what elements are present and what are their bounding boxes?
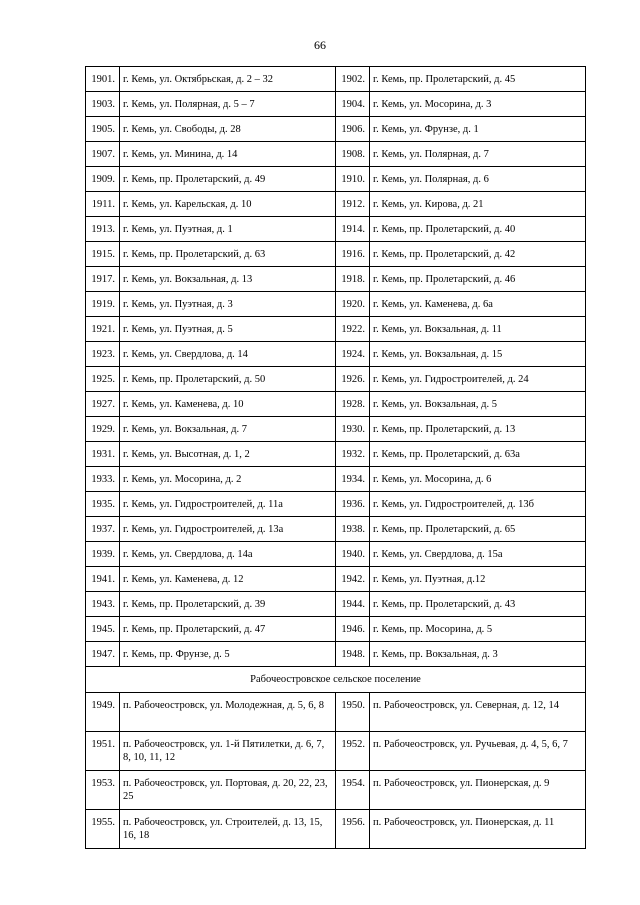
- entry-number: 1904.: [336, 92, 370, 117]
- entry-number: 1927.: [86, 392, 120, 417]
- entry-number: 1911.: [86, 192, 120, 217]
- table-row: [86, 442, 586, 467]
- table-row: [86, 642, 586, 667]
- entry-number: 1929.: [86, 417, 120, 442]
- entry-number: 1951.: [86, 732, 120, 771]
- entry-address: г. Кемь, пр. Пролетарский, д. 45: [370, 67, 586, 92]
- table-row: [86, 517, 586, 542]
- entry-address: г. Кемь, ул. Свободы, д. 28: [120, 117, 336, 142]
- entry-number: 1923.: [86, 342, 120, 367]
- table-row: [86, 92, 586, 117]
- entry-number: 1901.: [86, 67, 120, 92]
- entry-address: г. Кемь, ул. Свердлова, д. 14а: [120, 542, 336, 567]
- table-row: [86, 317, 586, 342]
- entry-address: г. Кемь, пр. Пролетарский, д. 42: [370, 242, 586, 267]
- entry-number: 1903.: [86, 92, 120, 117]
- entry-number: 1952.: [336, 732, 370, 771]
- entry-address: г. Кемь, ул. Каменева, д. 6а: [370, 292, 586, 317]
- entry-address: г. Кемь, ул. Мосорина, д. 6: [370, 467, 586, 492]
- entry-address: г. Кемь, пр. Пролетарский, д. 50: [120, 367, 336, 392]
- entry-number: 1906.: [336, 117, 370, 142]
- entry-address: г. Кемь, пр. Пролетарский, д. 47: [120, 617, 336, 642]
- entry-number: 1941.: [86, 567, 120, 592]
- entry-number: 1932.: [336, 442, 370, 467]
- entry-address: г. Кемь, пр. Пролетарский, д. 13: [370, 417, 586, 442]
- entry-number: 1954.: [336, 771, 370, 810]
- table-row: [86, 167, 586, 192]
- entry-address: г. Кемь, ул. Мосорина, д. 2: [120, 467, 336, 492]
- entry-number: 1913.: [86, 217, 120, 242]
- table-row: [86, 492, 586, 517]
- entry-address: г. Кемь, ул. Гидростроителей, д. 11а: [120, 492, 336, 517]
- address-table-body: [86, 67, 586, 849]
- entry-number: 1916.: [336, 242, 370, 267]
- entry-number: 1939.: [86, 542, 120, 567]
- entry-number: 1930.: [336, 417, 370, 442]
- entry-address: г. Кемь, ул. Полярная, д. 7: [370, 142, 586, 167]
- section-header-row: [86, 667, 586, 693]
- entry-address: г. Кемь, ул. Полярная, д. 6: [370, 167, 586, 192]
- entry-number: 1917.: [86, 267, 120, 292]
- entry-number: 1924.: [336, 342, 370, 367]
- entry-address: г. Кемь, пр. Пролетарский, д. 65: [370, 517, 586, 542]
- entry-address: г. Кемь, пр. Пролетарский, д. 43: [370, 592, 586, 617]
- entry-address: п. Рабочеостровск, ул. Портовая, д. 20, 22, 23, 25: [120, 771, 336, 810]
- entry-number: 1926.: [336, 367, 370, 392]
- table-row: [86, 592, 586, 617]
- entry-number: 1910.: [336, 167, 370, 192]
- entry-address: г. Кемь, ул. Полярная, д. 5 – 7: [120, 92, 336, 117]
- entry-number: 1956.: [336, 810, 370, 849]
- entry-number: 1955.: [86, 810, 120, 849]
- table-row: [86, 617, 586, 642]
- table-row: [86, 217, 586, 242]
- entry-number: 1922.: [336, 317, 370, 342]
- entry-address: г. Кемь, ул. Свердлова, д. 14: [120, 342, 336, 367]
- entry-address: г. Кемь, пр. Фрунзе, д. 5: [120, 642, 336, 667]
- entry-number: 1950.: [336, 693, 370, 732]
- entry-address: п. Рабочеостровск, ул. Пионерская, д. 9: [370, 771, 586, 810]
- entry-address: г. Кемь, ул. Вокзальная, д. 7: [120, 417, 336, 442]
- entry-number: 1949.: [86, 693, 120, 732]
- table-row: [86, 467, 586, 492]
- entry-number: 1920.: [336, 292, 370, 317]
- entry-address: г. Кемь, ул. Гидростроителей, д. 13б: [370, 492, 586, 517]
- entry-address: г. Кемь, ул. Высотная, д. 1, 2: [120, 442, 336, 467]
- table-row: [86, 242, 586, 267]
- entry-address: г. Кемь, ул. Каменева, д. 12: [120, 567, 336, 592]
- table-row: [86, 771, 586, 810]
- entry-address: г. Кемь, ул. Пуэтная, д.12: [370, 567, 586, 592]
- entry-address: п. Рабочеостровск, ул. Ручьевая, д. 4, 5, 6, 7: [370, 732, 586, 771]
- table-row: [86, 367, 586, 392]
- table-row: [86, 417, 586, 442]
- table-row: [86, 142, 586, 167]
- entry-address: г. Кемь, пр. Пролетарский, д. 63: [120, 242, 336, 267]
- entry-address: г. Кемь, ул. Октябрьская, д. 2 – 32: [120, 67, 336, 92]
- entry-number: 1928.: [336, 392, 370, 417]
- entry-address: п. Рабочеостровск, ул. Северная, д. 12, 14: [370, 693, 586, 732]
- entry-address: г. Кемь, ул. Вокзальная, д. 5: [370, 392, 586, 417]
- entry-number: 1935.: [86, 492, 120, 517]
- table-row: [86, 567, 586, 592]
- entry-address: г. Кемь, ул. Кирова, д. 21: [370, 192, 586, 217]
- entry-address: г. Кемь, пр. Пролетарский, д. 39: [120, 592, 336, 617]
- entry-address: п. Рабочеостровск, ул. 1-й Пятилетки, д. 6, 7, 8, 10, 11, 12: [120, 732, 336, 771]
- entry-address: г. Кемь, ул. Каменева, д. 10: [120, 392, 336, 417]
- entry-address: г. Кемь, пр. Мосорина, д. 5: [370, 617, 586, 642]
- entry-address: г. Кемь, пр. Пролетарский, д. 63а: [370, 442, 586, 467]
- entry-number: 1945.: [86, 617, 120, 642]
- entry-address: г. Кемь, ул. Карельская, д. 10: [120, 192, 336, 217]
- table-row: [86, 117, 586, 142]
- entry-address: п. Рабочеостровск, ул. Пионерская, д. 11: [370, 810, 586, 849]
- table-row: [86, 67, 586, 92]
- entry-address: г. Кемь, пр. Пролетарский, д. 40: [370, 217, 586, 242]
- entry-address: г. Кемь, пр. Вокзальная, д. 3: [370, 642, 586, 667]
- entry-number: 1944.: [336, 592, 370, 617]
- entry-address: г. Кемь, ул. Вокзальная, д. 15: [370, 342, 586, 367]
- table-row: [86, 732, 586, 771]
- entry-number: 1907.: [86, 142, 120, 167]
- entry-number: 1943.: [86, 592, 120, 617]
- entry-address: п. Рабочеостровск, ул. Молодежная, д. 5, 6, 8: [120, 693, 336, 732]
- entry-number: 1909.: [86, 167, 120, 192]
- entry-address: г. Кемь, ул. Минина, д. 14: [120, 142, 336, 167]
- entry-address: г. Кемь, ул. Гидростроителей, д. 24: [370, 367, 586, 392]
- table-row: [86, 693, 586, 732]
- entry-address: г. Кемь, ул. Вокзальная, д. 11: [370, 317, 586, 342]
- entry-number: 1902.: [336, 67, 370, 92]
- entry-number: 1942.: [336, 567, 370, 592]
- table-row: [86, 542, 586, 567]
- entry-number: 1919.: [86, 292, 120, 317]
- entry-number: 1934.: [336, 467, 370, 492]
- table-row: [86, 392, 586, 417]
- entry-address: п. Рабочеостровск, ул. Строителей, д. 13, 15, 16, 18: [120, 810, 336, 849]
- entry-number: 1931.: [86, 442, 120, 467]
- page-number: 66: [314, 38, 326, 52]
- entry-number: 1946.: [336, 617, 370, 642]
- entry-number: 1921.: [86, 317, 120, 342]
- entry-number: 1947.: [86, 642, 120, 667]
- entry-address: г. Кемь, ул. Мосорина, д. 3: [370, 92, 586, 117]
- entry-address: г. Кемь, пр. Пролетарский, д. 46: [370, 267, 586, 292]
- entry-number: 1912.: [336, 192, 370, 217]
- entry-address: г. Кемь, ул. Пуэтная, д. 3: [120, 292, 336, 317]
- entry-number: 1915.: [86, 242, 120, 267]
- section-title: Рабочеостровское сельское поселение: [86, 667, 586, 693]
- entry-number: 1940.: [336, 542, 370, 567]
- entry-number: 1948.: [336, 642, 370, 667]
- entry-address: г. Кемь, ул. Пуэтная, д. 5: [120, 317, 336, 342]
- table-row: [86, 267, 586, 292]
- entry-number: 1914.: [336, 217, 370, 242]
- entry-number: 1933.: [86, 467, 120, 492]
- entry-address: г. Кемь, ул. Фрунзе, д. 1: [370, 117, 586, 142]
- entry-number: 1925.: [86, 367, 120, 392]
- entry-number: 1938.: [336, 517, 370, 542]
- table-row: [86, 192, 586, 217]
- table-row: [86, 292, 586, 317]
- table-row: [86, 342, 586, 367]
- entry-number: 1908.: [336, 142, 370, 167]
- entry-address: г. Кемь, ул. Пуэтная, д. 1: [120, 217, 336, 242]
- address-register-table: [85, 66, 586, 849]
- entry-address: г. Кемь, ул. Свердлова, д. 15а: [370, 542, 586, 567]
- entry-number: 1905.: [86, 117, 120, 142]
- entry-number: 1936.: [336, 492, 370, 517]
- table-row: [86, 810, 586, 849]
- entry-address: г. Кемь, ул. Вокзальная, д. 13: [120, 267, 336, 292]
- entry-number: 1953.: [86, 771, 120, 810]
- entry-number: 1937.: [86, 517, 120, 542]
- entry-address: г. Кемь, ул. Гидростроителей, д. 13а: [120, 517, 336, 542]
- entry-address: г. Кемь, пр. Пролетарский, д. 49: [120, 167, 336, 192]
- entry-number: 1918.: [336, 267, 370, 292]
